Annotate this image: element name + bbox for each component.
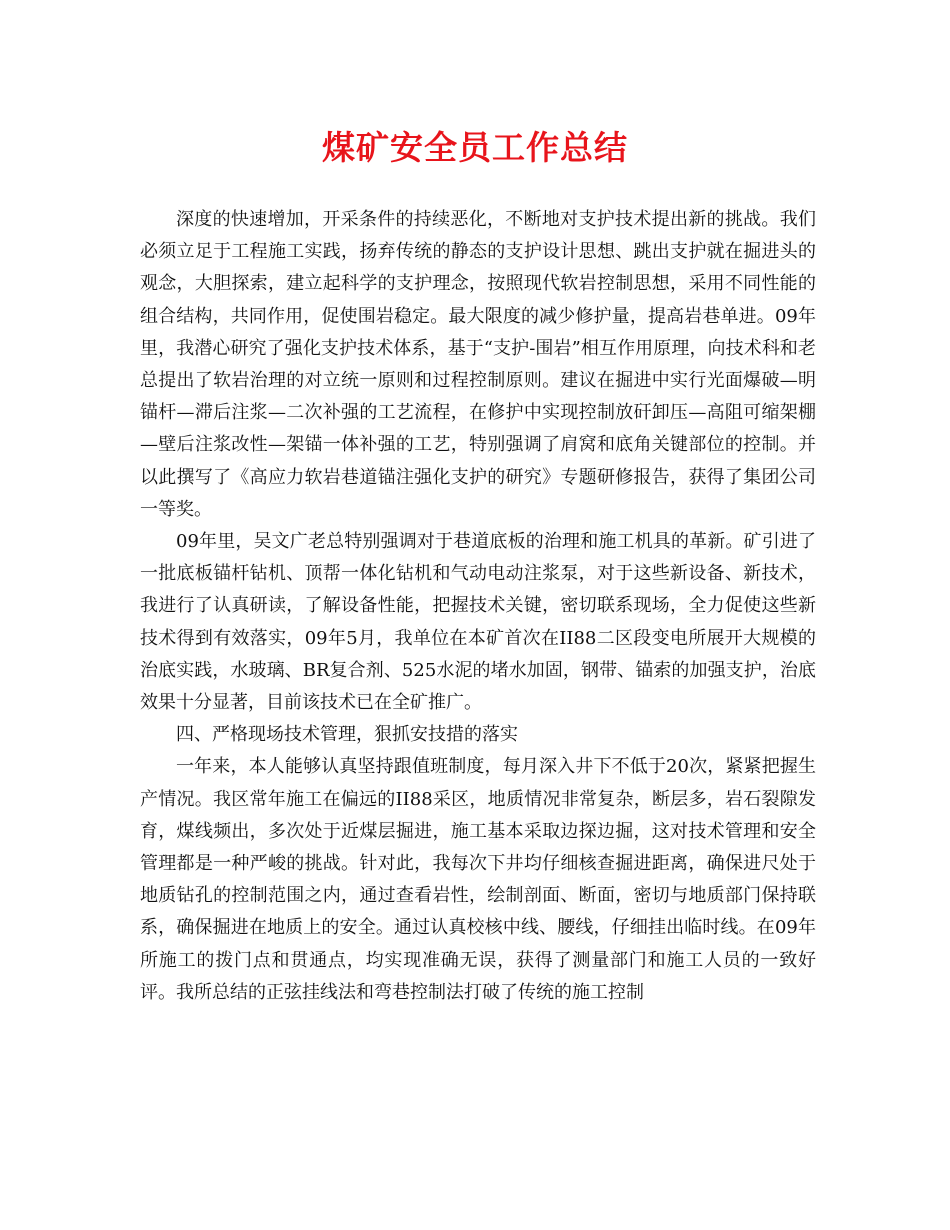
paragraph-floor-treatment: 09年里，吴文广老总特别强调对于巷道底板的治理和施工机具的革新。矿引进了一批底板锚杆钻机、顶帮一体化钻机和气动电动注浆泵，对于这些新设备、新技术，我进行了认真研读，了解设备性能，把握技术关键，密切联系现场，全力促使这些新技术得到有效落实，09年5月，我单位在本矿首次在II88二区段变电所展开大规模的治底实践，水玻璃、BR复合剂、525水泥的堵水加固，钢带、锚索的加强支护，治底效果十分显著，目前该技术已在全矿推广。 (140, 531, 816, 714)
document-body (140, 204, 816, 1009)
document-title: 煤矿安全员工作总结 (322, 128, 628, 167)
paragraph-support-technology: 深度的快速增加，开采条件的持续恶化，不断地对支护技术提出新的挑战。我们必须立足于工程施工实践，扬弃传统的静态的支护设计思想、跳出支护就在掘进头的观念，大胆探索，建立起科学的支护理念，按照现代软岩控制思想，采用不同性能的组合结构，共同作用，促使围岩稳定。最大限度的减少修护量，提高岩巷单进。09年里，我潜心研究了强化支护技术体系，基于“支护-围岩”相互作用原理，向技术科和老总提出了软岩治理的对立统一原则和过程控制原则。建议在掘进中实行光面爆破—明锚杆—滞后注浆—二次补强的工艺流程，在修护中实现控制放矸卸压—高阻可缩架棚—壁后注浆改性—架锚一体补强的工艺，特别强调了肩窝和底角关键部位的控制。并以此撰写了《高应力软岩巷道锚注强化支护的研究》专题研修报告，获得了集团公司一等奖。 (140, 209, 816, 520)
section-heading: 四、严格现场技术管理，狠抓安技措的落实 (176, 724, 518, 746)
paragraph-site-management: 一年来，本人能够认真坚持跟值班制度，每月深入井下不低于20次，紧紧把握生产情况。我区常年施工在偏远的II88采区，地质情况非常复杂，断层多，岩石裂隙发育，煤线频出，多次处于近煤层掘进，施工基本采取边探边掘，这对技术管理和安全管理都是一种严峻的挑战。针对此，我每次下井均仔细核查掘进距离，确保进尺处于地质钻孔的控制范围之内，通过查看岩性，绘制剖面、断面，密切与地质部门保持联系，确保掘进在地质上的安全。通过认真校核中线、腰线，仔细挂出临时线。在09年所施工的拨门点和贯通点，均实现准确无误，获得了测量部门和施工人员的一致好评。我所总结的正弦挂线法和弯巷控制法打破了传统的施工控制 (140, 756, 816, 1003)
